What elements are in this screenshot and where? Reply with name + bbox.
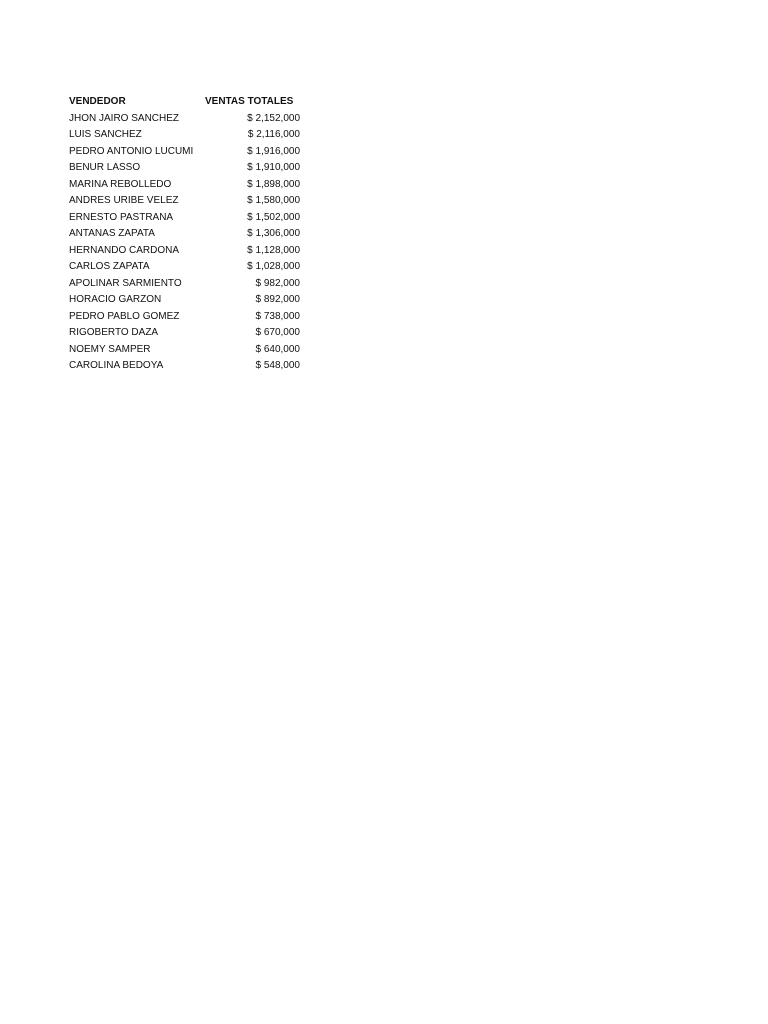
sales-cell: $ 1,580,000 [247,195,300,206]
sales-cell: $ 2,152,000 [247,112,300,124]
sales-cell: $ 2,116,000 [247,129,300,140]
vendor-cell: HERNANDO CARDONA [69,244,180,256]
sales-cell: $ 1,028,000 [247,261,300,272]
vendor-cell: CARLOS ZAPATA [69,261,150,272]
sales-cell: $ 1,306,000 [247,228,300,239]
vendor-column-header: VENDEDOR [69,96,126,107]
vendor-cell: LUIS SANCHEZ [69,129,142,140]
sales-table [68,94,308,375]
table-row [68,243,308,260]
table-row [68,111,308,128]
sales-cell: $ 548,000 [255,360,300,371]
sales-cell: $ 1,898,000 [247,178,300,190]
vendor-cell: BENUR LASSO [69,162,141,173]
table-row [68,276,308,293]
vendor-cell: RIGOBERTO DAZA [69,327,159,338]
table-header-row [68,94,308,111]
table-row [68,177,308,194]
sales-cell: $ 1,910,000 [247,162,300,173]
vendor-cell: ERNESTO PASTRANA [69,211,174,223]
sales-cell: $ 640,000 [255,343,300,355]
vendor-cell: MARINA REBOLLEDO [69,178,172,190]
sales-cell: $ 1,502,000 [247,211,300,223]
table-row [68,144,308,161]
sales-column-header: VENTAS TOTALES [205,96,294,107]
sales-cell: $ 1,916,000 [247,145,300,157]
vendor-cell: CAROLINA BEDOYA [69,360,164,371]
table-row [68,309,308,326]
table-row [68,259,308,276]
table-row [68,292,308,309]
vendor-cell: APOLINAR SARMIENTO [69,277,182,289]
table-row [68,325,308,342]
table-row [68,160,308,177]
sales-cell: $ 1,128,000 [247,244,300,256]
table-row [68,127,308,144]
table-row [68,358,308,375]
vendor-cell: HORACIO GARZON [69,294,162,305]
vendor-cell: ANDRES URIBE VELEZ [69,195,179,206]
vendor-cell: JHON JAIRO SANCHEZ [69,112,180,124]
vendor-cell: PEDRO ANTONIO LUCUMI [69,145,194,157]
sales-cell: $ 738,000 [255,310,300,322]
sales-cell: $ 892,000 [255,294,300,305]
table-row [68,342,308,359]
table-row [68,210,308,227]
vendor-cell: ANTANAS ZAPATA [69,228,155,239]
vendor-cell: PEDRO PABLO GOMEZ [69,310,180,322]
table-row [68,193,308,210]
vendor-cell: NOEMY SAMPER [69,343,151,355]
table-row [68,226,308,243]
sales-cell: $ 670,000 [255,327,300,338]
sales-cell: $ 982,000 [255,277,300,289]
